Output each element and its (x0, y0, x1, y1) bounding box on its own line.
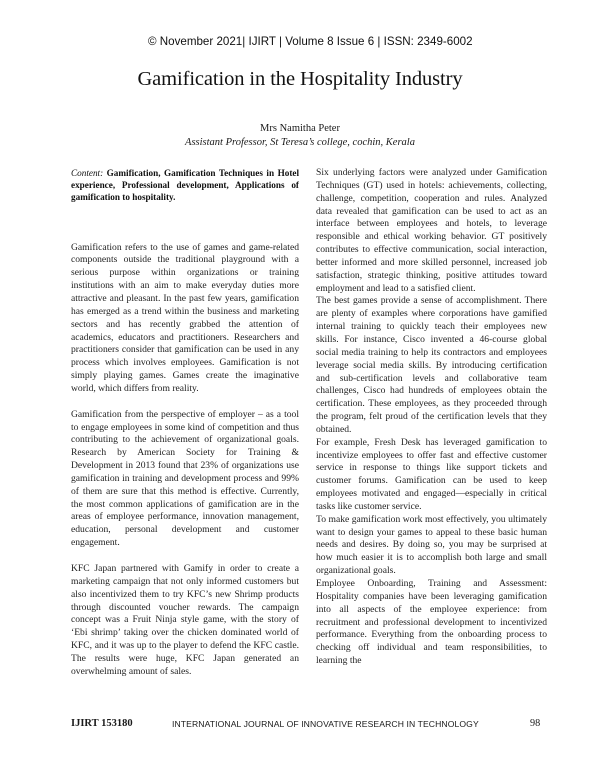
keywords-text: Gamification, Gamification Techniques in Hotel experience, Professional development, Applications of gamification to hospitality. (71, 168, 300, 203)
keywords-label: Content: (71, 168, 104, 178)
right-column (316, 167, 547, 668)
paragraph: To make gamification work most effectively, you ultimately want to design your games to appeal to these basic human needs and desires. By doing so, you may be surprised at how much easier it is to accomplish both large and small organizational goals. (316, 513, 547, 577)
paragraph: The best games provide a sense of accomplishment. There are plenty of examples where corporations have gamified internal training to quickly teach their employees new skills. For instance, Cisco invented a 46-course global social media training to help its contractors and employees leverage social media skills. By introducing certification and sub-certification levels and collaborative team challenges, Cisco had hundreds of employees obtain the certification. These employees, as they proceeded through the program, felt proud of the certification levels that they obtained. (316, 295, 547, 435)
paragraph: Gamification refers to the use of games and game-related components outside the traditional playground with a serious purpose within organizations or training institutions with an aim to make everyday duties more attractive and pleasant. In the past few years, gamification has emerged as a trend within the business and marketing sectors and has recently grabbed the attention of academics, educators and practitioners. Researchers and practitioners consider that gamification can be used in any process which involves employees. Gamification is not simply playing games. Games create the imaginative world, which differs from reality. (71, 241, 299, 394)
paper-id: IJIRT 153180 (71, 718, 133, 729)
paragraph: KFC Japan partnered with Gamify in order to create a marketing campaign that not only informed customers but also incentivized them to try KFC’s new Shrimp products through discounted voucher rewards. The campaign concept was a Fruit Ninja style game, with the story of ‘Ebi shrimp’ taking over the chicken dominated world of KFC, and it was up to the player to defend the KFC castle. The results were huge, KFC Japan generated an overwhelming amount of sales. (71, 563, 299, 677)
left-column (71, 167, 299, 679)
journal-name: INTERNATIONAL JOURNAL OF INNOVATIVE RESEARCH IN TECHNOLOGY (172, 719, 479, 729)
keywords-block (71, 167, 299, 204)
page-footer (0, 718, 600, 732)
paper-title: Gamification in the Hospitality Industry (137, 68, 463, 90)
paragraph: Employee Onboarding, Training and Assessment: Hospitality companies have been leveraging gamification into all aspects of the employee experience: from recruitment and professional development to incentivized performance. Everything from the onboarding process to checking off individual and team responsibilities, to learning the (316, 578, 547, 667)
paragraph: Gamification from the perspective of employer – as a tool to engage employees in some kind of competition and thus contributing to the achievement of organizational goals. Research by American Society for Training & Development in 2013 found that 23% of organizations use gamification in training and development process and 99% of them are sure that this method is effective. Currently, the most common applications of gamification are in the areas of employee performance, innovation management, education, personal development and customer engagement. (71, 408, 299, 549)
author-affiliation: Assistant Professor, St Teresa’s college, cochin, Kerala (185, 137, 415, 148)
page-number: 98 (530, 718, 541, 729)
journal-header: © November 2021| IJIRT | Volume 8 Issue 6 | ISSN: 2349-6002 (148, 35, 473, 48)
paragraph: For example, Fresh Desk has leveraged gamification to incentivize employees to offer fast and effective customer service in response to things like support tickets and customer forums. Gamification can be used to keep employees motivated and engaged—especially in critical tasks like customer service. (316, 436, 547, 512)
author-name: Mrs Namitha Peter (260, 123, 340, 134)
paragraph: Six underlying factors were analyzed under Gamification Techniques (GT) used in hotels: achievements, collecting, challenge, competition, cooperation and rules. Analyzed data revealed that gamification can be used to act as an interface between employees and hotels, to leverage responsible and ethical working behavior. GT positively contributes to effective communication, social interaction, better informed and more skilled personnel, increased job satisfaction, strategic thinking, positive attitudes toward employment and lead to a satisfied client. (316, 167, 547, 294)
